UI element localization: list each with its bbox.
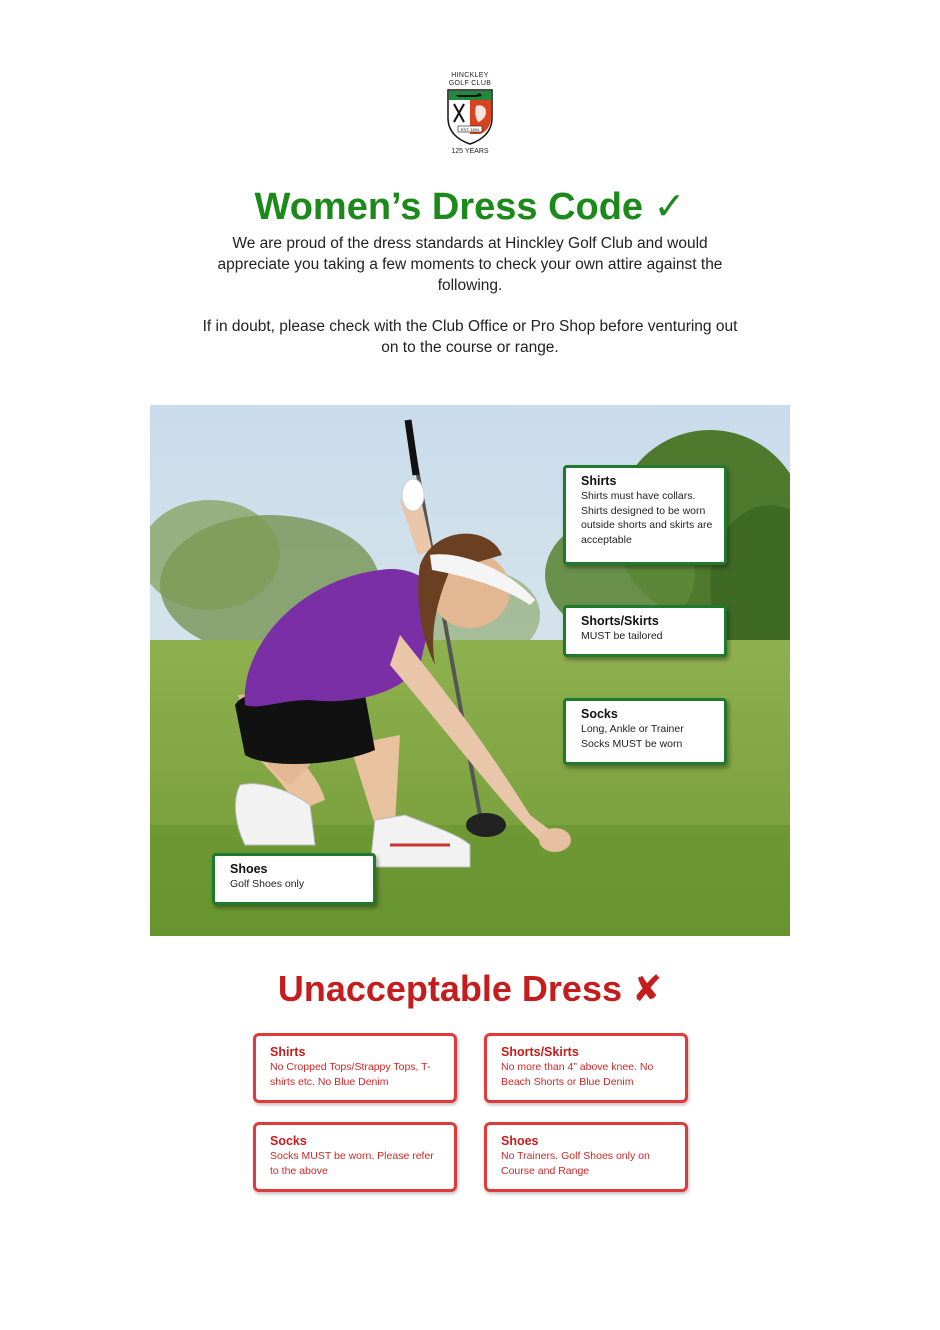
unacceptable-shirts-text: No Cropped Tops/Strappy Tops, T-shirts etc. No Blue Denim xyxy=(270,1061,431,1088)
advice-paragraph: If in doubt, please check with the Club Office or Pro Shop before venturing out on to the course or range. xyxy=(202,318,738,356)
callout-shoes-text: Golf Shoes only xyxy=(230,878,305,890)
callout-shoes xyxy=(212,853,376,905)
unacceptable-socks-text: Socks MUST be worn. Please refer to the above xyxy=(270,1150,434,1177)
unacceptable-shorts-text: No more than 4” above knee. No Beach Shorts or Blue Denim xyxy=(501,1061,654,1088)
callout-socks-text: Long, Ankle or Trainer Socks MUST be worn xyxy=(581,723,684,750)
intro-paragraph: We are proud of the dress standards at Hinckley Golf Club and would appreciate you taking a few moments to check your own attire against the following. xyxy=(217,235,723,294)
club-logo xyxy=(440,72,500,160)
page-title: Women’s Dress Code ✓ xyxy=(254,186,686,228)
crest-icon xyxy=(446,88,494,146)
unacceptable-shorts-box xyxy=(484,1033,688,1103)
logo-anniversary: 125 YEARS xyxy=(451,148,489,155)
unacceptable-socks-title: Socks xyxy=(270,1134,307,1148)
unacceptable-shoes-text: No Trainers. Golf Shoes only on Course and Range xyxy=(501,1150,650,1177)
callout-shirts-title: Shirts xyxy=(581,474,617,488)
unacceptable-shorts-title: Shorts/Skirts xyxy=(501,1045,579,1059)
callout-shoes-title: Shoes xyxy=(230,862,268,876)
callout-shorts-skirts xyxy=(563,605,727,657)
logo-est: EST. 1894 xyxy=(460,127,480,132)
unacceptable-shoes-box xyxy=(484,1122,688,1192)
callout-shirts xyxy=(563,465,727,565)
unacceptable-title: Unacceptable Dress ✘ xyxy=(277,968,663,1009)
callout-socks xyxy=(563,698,727,765)
unacceptable-shoes-title: Shoes xyxy=(501,1134,539,1148)
unacceptable-shirts-box xyxy=(253,1033,457,1103)
unacceptable-socks-box xyxy=(253,1122,457,1192)
logo-club-name-line1: HINCKLEY xyxy=(451,72,489,79)
callout-shorts-text: MUST be tailored xyxy=(581,630,663,642)
golfer-photo xyxy=(150,405,790,936)
callout-shorts-title: Shorts/Skirts xyxy=(581,614,659,628)
callout-socks-title: Socks xyxy=(581,707,618,721)
callout-shirts-text: Shirts must have collars. Shirts designed to be worn outside shorts and skirts are acceptable xyxy=(581,490,713,546)
logo-club-name-line2: GOLF CLUB xyxy=(448,80,492,87)
unacceptable-shirts-title: Shirts xyxy=(270,1045,306,1059)
